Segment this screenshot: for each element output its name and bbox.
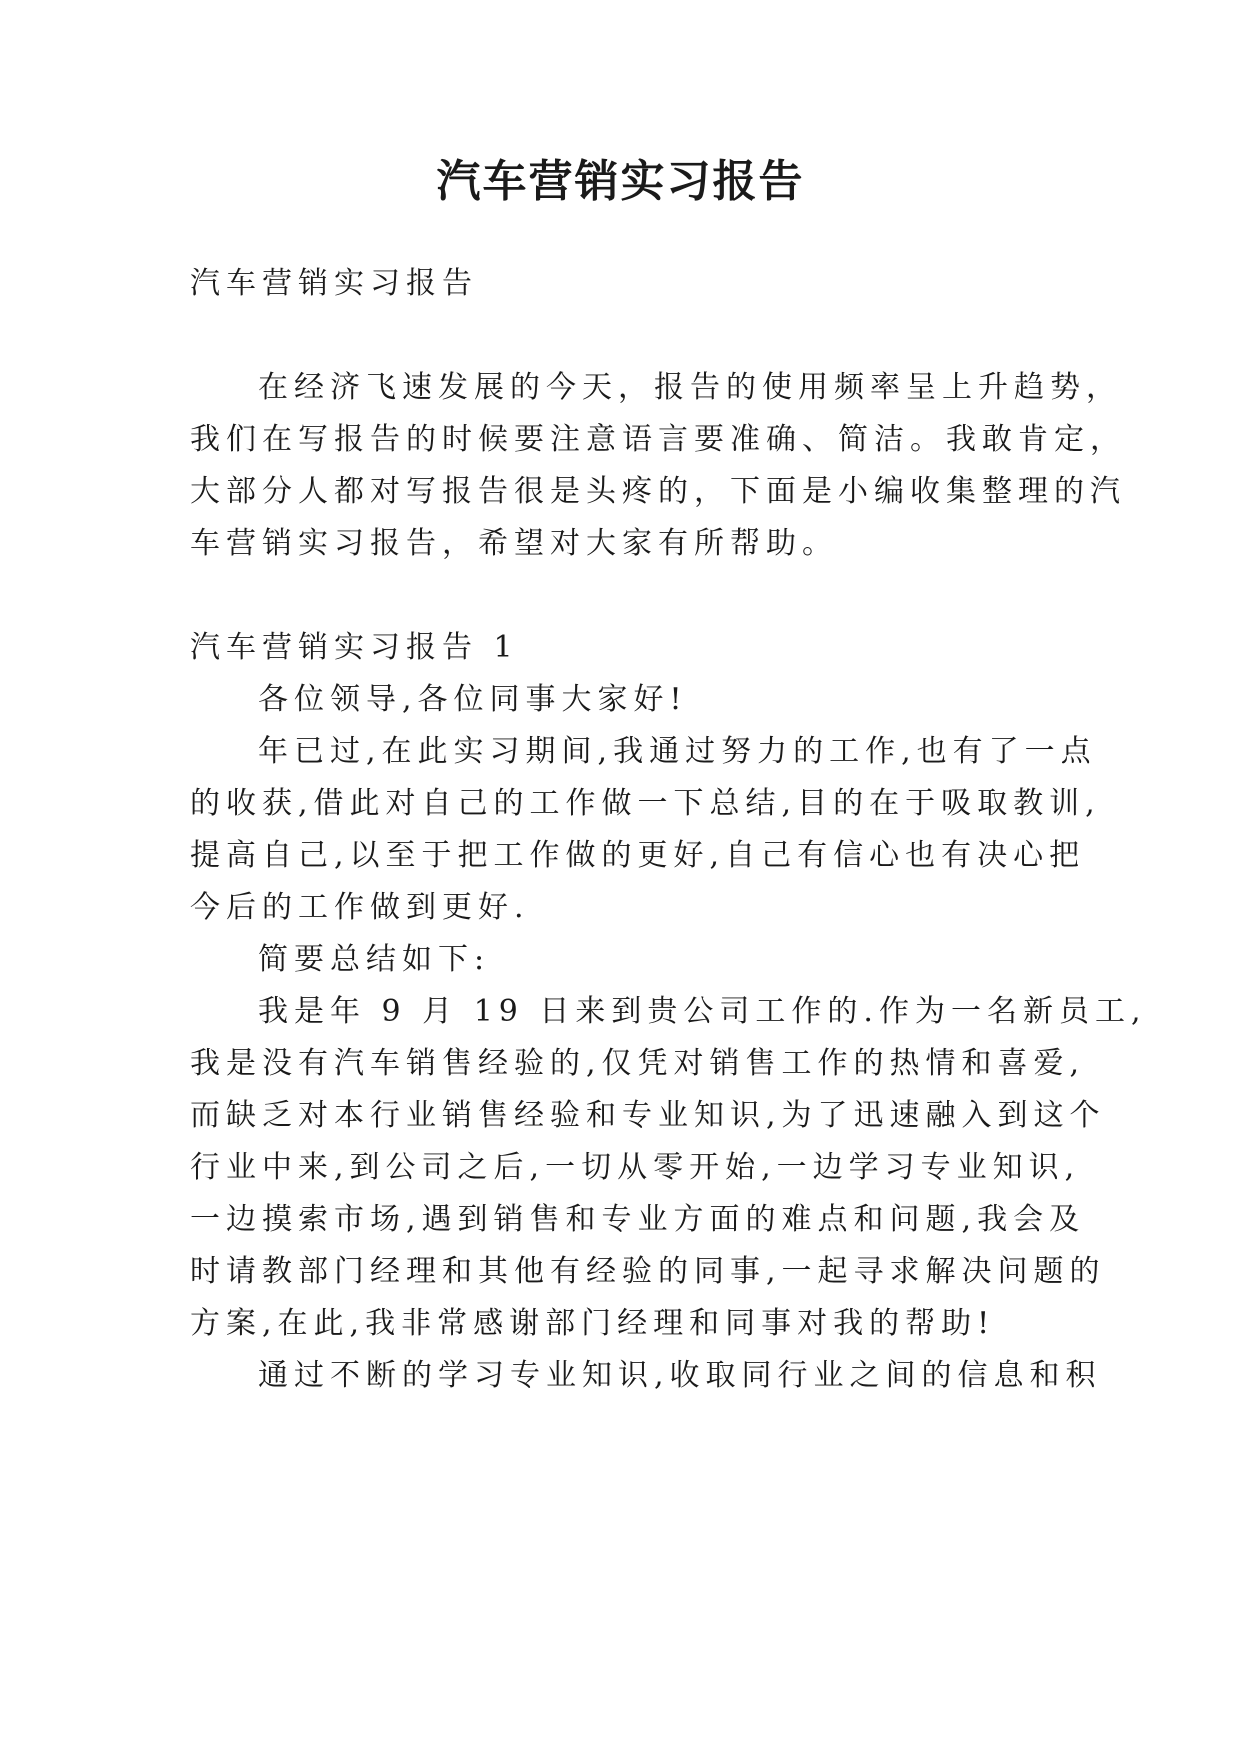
paragraph-line: 一边摸索市场,遇到销售和专业方面的难点和问题,我会及 <box>190 1202 1086 1237</box>
paragraph-line: 我是没有汽车销售经验的,仅凭对销售工作的热情和喜爱, <box>190 1046 1086 1081</box>
paragraph-line: 时请教部门经理和其他有经验的同事,一起寻求解决问题的 <box>190 1254 1106 1289</box>
paragraph-line: 今后的工作做到更好. <box>190 890 530 925</box>
paragraph-line: 而缺乏对本行业销售经验和专业知识,为了迅速融入到这个 <box>190 1098 1106 1133</box>
document-title: 汽车营销实习报告 <box>436 156 805 207</box>
intro-line: 大部分人都对写报告很是头疼的，下面是小编收集整理的汽 <box>190 474 1126 509</box>
paragraph-line: 方案,在此,我非常感谢部门经理和同事对我的帮助! <box>190 1306 996 1341</box>
intro-line: 车营销实习报告，希望对大家有所帮助。 <box>190 526 838 561</box>
paragraph-line: 年已过,在此实习期间,我通过努力的工作,也有了一点 <box>258 734 1097 769</box>
summary-intro: 简要总结如下: <box>258 942 491 977</box>
document-subtitle: 汽车营销实习报告 <box>190 266 478 301</box>
intro-line: 在经济飞速发展的今天，报告的使用频率呈上升趋势， <box>258 370 1122 405</box>
greeting: 各位领导,各位同事大家好! <box>258 682 688 717</box>
paragraph-line: 我是年 9 月 19 日来到贵公司工作的.作为一名新员工, <box>258 994 1147 1029</box>
intro-line: 我们在写报告的时候要注意语言要准确、简洁。我敢肯定， <box>190 422 1126 457</box>
paragraph-line: 提高自己,以至于把工作做的更好,自己有信心也有决心把 <box>190 838 1086 873</box>
paragraph-line: 行业中来,到公司之后,一切从零开始,一边学习专业知识, <box>190 1150 1081 1185</box>
section-heading: 汽车营销实习报告 1 <box>190 630 519 665</box>
paragraph-line: 通过不断的学习专业知识,收取同行业之间的信息和积 <box>258 1358 1102 1393</box>
paragraph-line: 的收获,借此对自己的工作做一下总结,目的在于吸取教训, <box>190 786 1101 821</box>
